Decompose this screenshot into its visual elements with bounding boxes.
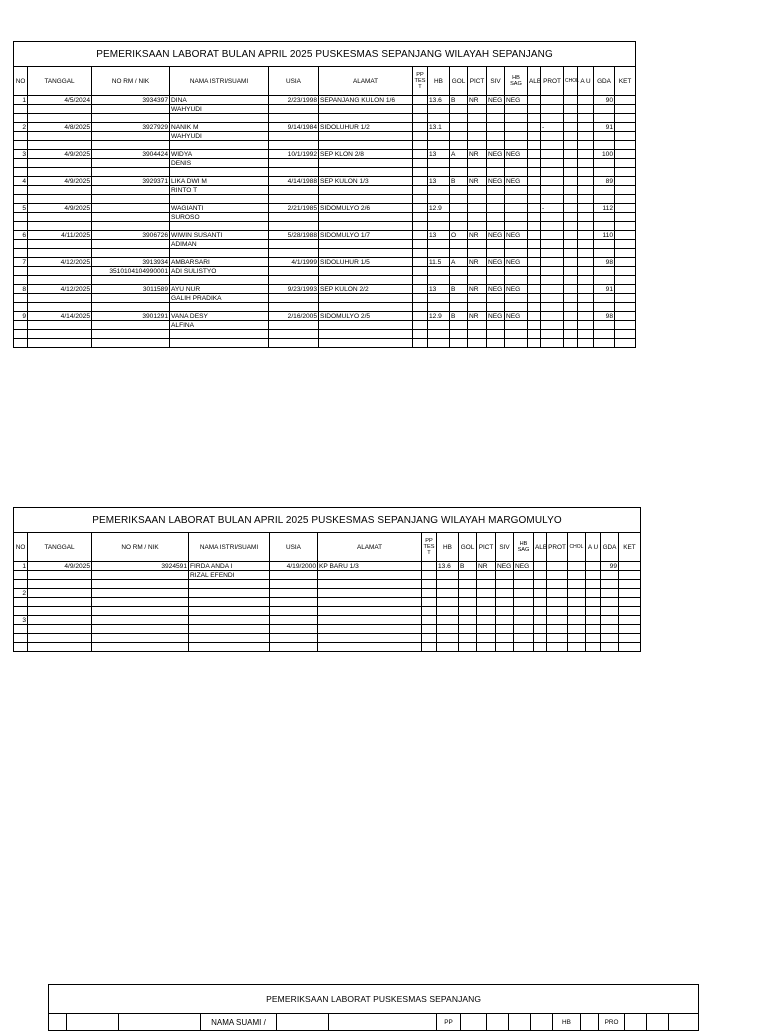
header-siv: SIV xyxy=(487,67,505,96)
header-alb: ALB xyxy=(534,533,547,562)
cell-hb: 11.5 xyxy=(428,258,450,267)
cell-hbsag: NEG xyxy=(505,312,528,321)
table-row-spacer xyxy=(14,222,636,231)
header-au: A U xyxy=(586,533,601,562)
cell-hb xyxy=(437,589,459,598)
cell-prot xyxy=(541,285,564,294)
header-nama-suami: NAMA SUAMI / xyxy=(201,1014,277,1031)
header-nama: NAMA ISTRI/SUAMI xyxy=(170,67,269,96)
cell-usia: 5/28/1988 xyxy=(269,231,319,240)
cell-no: 3 xyxy=(14,616,28,625)
cell-pict: NR xyxy=(468,285,487,294)
table-row xyxy=(14,204,636,213)
cell-nik: 3510104104990001 xyxy=(92,267,170,276)
cell-siv: NEG xyxy=(487,150,505,159)
cell-pict: NR xyxy=(468,96,487,105)
header-tanggal: TANGGAL xyxy=(28,533,92,562)
cell-usia xyxy=(270,589,318,598)
cell-norm: 3906726 xyxy=(92,231,170,240)
cell-gol xyxy=(450,204,468,213)
cell-nama1: NANIK M xyxy=(170,123,269,132)
header-ket: KET xyxy=(619,533,641,562)
table-row xyxy=(14,150,636,159)
header-prot: PROT xyxy=(547,533,568,562)
header-usia: USIA xyxy=(269,67,319,96)
cell-norm: 3011589 xyxy=(92,285,170,294)
cell-gda: 99 xyxy=(601,562,619,571)
cell-usia: 2/21/1985 xyxy=(269,204,319,213)
table-row xyxy=(14,177,636,186)
table-row-spacer xyxy=(14,249,636,258)
cell-hbsag xyxy=(505,204,528,213)
cell-hbsag xyxy=(514,589,534,598)
lab-table-margomulyo xyxy=(13,507,636,652)
table-header-row xyxy=(14,533,641,562)
cell-gda xyxy=(601,616,619,625)
header-pp: PP xyxy=(437,1014,461,1031)
cell-norm xyxy=(92,204,170,213)
header-ket: KET xyxy=(615,67,636,96)
cell-siv xyxy=(487,123,505,132)
cell-gol xyxy=(450,123,468,132)
table-row-spacer xyxy=(14,330,636,339)
cell-hbsag: NEG xyxy=(505,177,528,186)
cell-nama-suami: ADIMAN xyxy=(170,240,269,249)
cell-prot xyxy=(541,150,564,159)
cell-alamat: SIDOMULYO 2/5 xyxy=(319,312,413,321)
cell-hb: 12.9 xyxy=(428,312,450,321)
table-row-spacer xyxy=(14,276,636,285)
lab-table-general xyxy=(48,984,698,1031)
header-alb: ALB xyxy=(528,67,541,96)
cell-prot xyxy=(541,96,564,105)
cell-hb: 13 xyxy=(428,150,450,159)
cell-no: 1 xyxy=(14,562,28,571)
header-hb: HB xyxy=(437,533,459,562)
cell-nama-suami: WAHYUDI xyxy=(170,105,269,114)
cell-usia: 4/19/2000 xyxy=(270,562,318,571)
cell-alamat: SEPANJANG KULON 1/6 xyxy=(319,96,413,105)
cell-hb: 12.9 xyxy=(428,204,450,213)
cell-gda: 98 xyxy=(594,312,615,321)
table-row xyxy=(14,258,636,267)
cell-norm: 3934397 xyxy=(92,96,170,105)
header-gda: GDA xyxy=(601,533,619,562)
cell-gda: 89 xyxy=(594,177,615,186)
table-row-spacer xyxy=(14,303,636,312)
table-row xyxy=(14,285,636,294)
cell-tanggal: 4/8/2025 xyxy=(28,123,92,132)
cell-tanggal: 4/9/2025 xyxy=(28,562,92,571)
header-au: A U xyxy=(578,67,594,96)
cell-nama1: LIKA DWI M xyxy=(170,177,269,186)
cell-gol: B xyxy=(450,285,468,294)
cell-usia: 10/1/1992 xyxy=(269,150,319,159)
cell-tanggal: 4/14/2025 xyxy=(28,312,92,321)
cell-prot xyxy=(547,562,568,571)
cell-hb: 13 xyxy=(428,231,450,240)
cell-nama1: WIDYA xyxy=(170,150,269,159)
cell-prot xyxy=(541,312,564,321)
cell-no: 5 xyxy=(14,204,28,213)
cell-usia: 2/23/1998 xyxy=(269,96,319,105)
table-title: PEMERIKSAAN LABORAT PUSKESMAS SEPANJANG xyxy=(49,985,699,1014)
cell-norm: 3927929 xyxy=(92,123,170,132)
cell-gda: 91 xyxy=(594,123,615,132)
cell-hbsag: NEG xyxy=(505,150,528,159)
header-pro: PRO xyxy=(599,1014,625,1031)
header-pict: PICT xyxy=(477,533,496,562)
cell-alamat: SIDOMULYO 2/6 xyxy=(319,204,413,213)
cell-gol: O xyxy=(450,231,468,240)
cell-pict xyxy=(477,616,496,625)
header-hbsag: HB SAG xyxy=(505,67,528,96)
header-hbsag: HB SAG xyxy=(514,533,534,562)
cell-alamat: SIDOMULYO 1/7 xyxy=(319,231,413,240)
table-row-sub xyxy=(14,132,636,141)
table-row xyxy=(14,123,636,132)
table-header-row xyxy=(49,1014,699,1031)
cell-prot xyxy=(541,177,564,186)
header-gda: GDA xyxy=(594,67,615,96)
table-title: PEMERIKSAAN LABORAT BULAN APRIL 2025 PUSKESMAS SEPANJANG WILAYAH MARGOMULYO xyxy=(14,508,641,533)
cell-nama-suami: ADI SULISTYO xyxy=(170,267,269,276)
cell-prot xyxy=(547,616,568,625)
table-row-sub xyxy=(14,321,636,330)
table-row-spacer xyxy=(14,634,641,643)
cell-nama1 xyxy=(189,589,270,598)
cell-siv: NEG xyxy=(496,562,514,571)
table-row-sub xyxy=(14,267,636,276)
header-norm: NO RM / NIK xyxy=(92,533,189,562)
cell-nama-suami: RIZAL EFENDI xyxy=(189,571,270,580)
cell-nama1: FIRDA ANDA I xyxy=(189,562,270,571)
cell-no: 2 xyxy=(14,123,28,132)
cell-pict: NR xyxy=(477,562,496,571)
cell-siv: NEG xyxy=(487,258,505,267)
cell-no: 7 xyxy=(14,258,28,267)
cell-tanggal xyxy=(28,616,92,625)
cell-hb: 13.6 xyxy=(437,562,459,571)
table-row-sub xyxy=(14,213,636,222)
table-row-spacer xyxy=(14,580,641,589)
cell-hbsag xyxy=(505,123,528,132)
cell-gol: B xyxy=(450,312,468,321)
cell-nama-suami: DENIS xyxy=(170,159,269,168)
cell-gol: A xyxy=(450,258,468,267)
cell-nama1: AMBARSARI xyxy=(170,258,269,267)
cell-siv: NEG xyxy=(487,312,505,321)
cell-norm: 3924591 xyxy=(92,562,189,571)
cell-usia: 2/16/2005 xyxy=(269,312,319,321)
cell-usia: 4/1/1999 xyxy=(269,258,319,267)
table-row-spacer xyxy=(14,114,636,123)
header-usia: USIA xyxy=(270,533,318,562)
cell-no: 4 xyxy=(14,177,28,186)
cell-norm: 3913934 xyxy=(92,258,170,267)
cell-siv xyxy=(487,204,505,213)
cell-alamat: SEP KLON 2/8 xyxy=(319,150,413,159)
cell-prot xyxy=(547,589,568,598)
header-alamat: ALAMAT xyxy=(319,67,413,96)
cell-usia: 9/14/1984 xyxy=(269,123,319,132)
cell-siv: NEG xyxy=(487,96,505,105)
cell-norm: 3904424 xyxy=(92,150,170,159)
cell-siv: NEG xyxy=(487,285,505,294)
cell-hb: 13.6 xyxy=(428,96,450,105)
cell-tanggal: 4/12/2025 xyxy=(28,258,92,267)
cell-tanggal xyxy=(28,589,92,598)
cell-nama-suami: RINTO T xyxy=(170,186,269,195)
cell-tanggal: 4/12/2025 xyxy=(28,285,92,294)
cell-tanggal: 4/9/2025 xyxy=(28,150,92,159)
cell-gda xyxy=(601,589,619,598)
cell-alamat: SEP KULON 1/3 xyxy=(319,177,413,186)
table-row-spacer xyxy=(14,195,636,204)
cell-hb xyxy=(437,616,459,625)
cell-hb: 13.1 xyxy=(428,123,450,132)
cell-norm: 3901291 xyxy=(92,312,170,321)
cell-no: 3 xyxy=(14,150,28,159)
header-prot: PROT xyxy=(541,67,564,96)
cell-norm xyxy=(92,616,189,625)
table-row xyxy=(14,562,641,571)
cell-no: 2 xyxy=(14,589,28,598)
table-row xyxy=(14,231,636,240)
cell-hbsag: NEG xyxy=(505,96,528,105)
cell-norm xyxy=(92,589,189,598)
cell-gda: 110 xyxy=(594,231,615,240)
cell-nama-suami: GALIH PRADIKA xyxy=(170,294,269,303)
cell-nama1 xyxy=(189,616,270,625)
cell-no: 6 xyxy=(14,231,28,240)
table-header-row xyxy=(14,67,636,96)
cell-alamat xyxy=(318,589,422,598)
table-row-spacer xyxy=(14,141,636,150)
header-hb: HB xyxy=(428,67,450,96)
table-row-empty xyxy=(14,339,636,348)
table-row-spacer xyxy=(14,168,636,177)
cell-prot: - xyxy=(541,123,564,132)
table-row-sub xyxy=(14,159,636,168)
cell-pict xyxy=(477,589,496,598)
cell-hbsag: NEG xyxy=(505,231,528,240)
table-row-sub xyxy=(14,105,636,114)
cell-hb: 13 xyxy=(428,285,450,294)
cell-gol xyxy=(459,589,477,598)
header-nama: NAMA ISTRI/SUAMI xyxy=(189,533,270,562)
cell-tanggal: 4/5/2024 xyxy=(28,96,92,105)
cell-alamat: KP BARU 1/3 xyxy=(318,562,422,571)
header-tanggal: TANGGAL xyxy=(28,67,92,96)
cell-gol: A xyxy=(450,150,468,159)
cell-hbsag: NEG xyxy=(505,285,528,294)
cell-tanggal: 4/9/2025 xyxy=(28,204,92,213)
header-alamat: ALAMAT xyxy=(318,533,422,562)
cell-nama-suami: ALFINA xyxy=(170,321,269,330)
lab-table-sepanjang xyxy=(13,41,635,348)
cell-hbsag xyxy=(514,616,534,625)
cell-usia xyxy=(270,616,318,625)
header-gol: GOL xyxy=(450,67,468,96)
cell-pict: NR xyxy=(468,177,487,186)
cell-nama1: VANA DESY xyxy=(170,312,269,321)
table-title: PEMERIKSAAN LABORAT BULAN APRIL 2025 PUSKESMAS SEPANJANG WILAYAH SEPANJANG xyxy=(14,42,636,67)
cell-gda: 91 xyxy=(594,285,615,294)
table-row xyxy=(14,96,636,105)
cell-pict: NR xyxy=(468,258,487,267)
cell-gda: 100 xyxy=(594,150,615,159)
cell-pict xyxy=(468,123,487,132)
cell-hbsag: NEG xyxy=(514,562,534,571)
cell-nama1: AYU NUR xyxy=(170,285,269,294)
table-row-sub xyxy=(14,598,641,607)
cell-nama-suami: WAHYUDI xyxy=(170,132,269,141)
cell-prot xyxy=(541,258,564,267)
header-pict: PICT xyxy=(468,67,487,96)
cell-usia: 9/23/1993 xyxy=(269,285,319,294)
cell-alamat: SIDOLUHUR 1/5 xyxy=(319,258,413,267)
header-hb: HB xyxy=(553,1014,581,1031)
cell-hbsag: NEG xyxy=(505,258,528,267)
table-row xyxy=(14,589,641,598)
cell-gol: B xyxy=(450,96,468,105)
table-row xyxy=(14,312,636,321)
cell-tanggal: 4/11/2025 xyxy=(28,231,92,240)
table-row-sub xyxy=(14,571,641,580)
cell-alamat: SIDOLUHUR 1/2 xyxy=(319,123,413,132)
cell-gda: 98 xyxy=(594,258,615,267)
cell-nama1: DINA xyxy=(170,96,269,105)
cell-prot xyxy=(541,231,564,240)
cell-pict: NR xyxy=(468,312,487,321)
header-chol: CHOL xyxy=(568,533,586,562)
cell-nama1: WIWIN SUSANTI xyxy=(170,231,269,240)
cell-gol: B xyxy=(450,177,468,186)
cell-no: 8 xyxy=(14,285,28,294)
header-pptest: PP TES T xyxy=(413,67,428,96)
table-row xyxy=(14,616,641,625)
cell-alamat: SEP KULON 2/2 xyxy=(319,285,413,294)
cell-pict: NR xyxy=(468,150,487,159)
cell-gda: 112 xyxy=(594,204,615,213)
cell-prot: - xyxy=(541,204,564,213)
cell-tanggal: 4/9/2025 xyxy=(28,177,92,186)
table-row-sub xyxy=(14,240,636,249)
header-norm: NO RM / NIK xyxy=(92,67,170,96)
header-siv: SIV xyxy=(496,533,514,562)
header-chol: CHOL xyxy=(564,67,578,96)
header-gol: GOL xyxy=(459,533,477,562)
cell-siv: NEG xyxy=(487,177,505,186)
cell-nama-suami: SUROSO xyxy=(170,213,269,222)
cell-hb: 13 xyxy=(428,177,450,186)
table-row-empty xyxy=(14,643,641,652)
table-row-sub xyxy=(14,625,641,634)
table-row-sub xyxy=(14,186,636,195)
header-no: NO xyxy=(14,533,28,562)
cell-pict xyxy=(468,204,487,213)
cell-usia: 4/14/1988 xyxy=(269,177,319,186)
table-row-spacer xyxy=(14,607,641,616)
cell-gda: 90 xyxy=(594,96,615,105)
cell-gol xyxy=(459,616,477,625)
cell-nama1: WAGIANTI xyxy=(170,204,269,213)
cell-pict: NR xyxy=(468,231,487,240)
table-row-sub xyxy=(14,294,636,303)
cell-alamat xyxy=(318,616,422,625)
header-no: NO xyxy=(14,67,28,96)
cell-no: 1 xyxy=(14,96,28,105)
cell-no: 9 xyxy=(14,312,28,321)
cell-siv: NEG xyxy=(487,231,505,240)
cell-siv xyxy=(496,616,514,625)
header-pptest: PP TES T xyxy=(422,533,437,562)
cell-norm: 3929371 xyxy=(92,177,170,186)
cell-gol: B xyxy=(459,562,477,571)
cell-siv xyxy=(496,589,514,598)
